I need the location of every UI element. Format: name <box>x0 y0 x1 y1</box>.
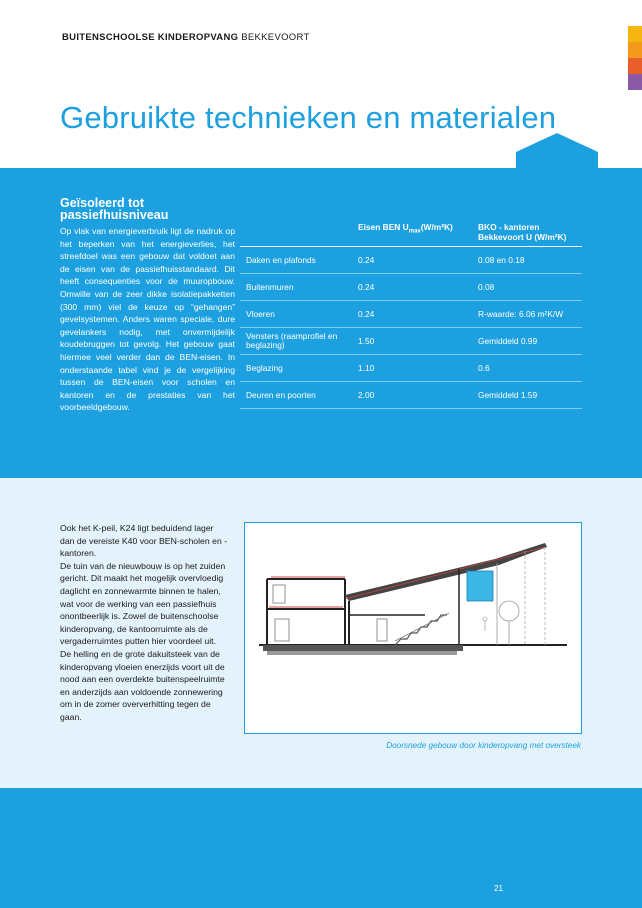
row-ben-value: 2.00 <box>352 382 472 409</box>
body-paragraph-1: Ook het K-peil, K24 ligt beduidend lager dan de vereiste K40 voor BEN-scholen en -kantoren. <box>60 523 228 559</box>
page-number: 21 <box>494 884 503 893</box>
stripe-purple <box>628 74 642 90</box>
row-bko-value: 0.08 <box>472 274 582 301</box>
table-row <box>240 328 582 355</box>
row-label: Deuren en poorten <box>240 382 352 409</box>
comparison-table <box>240 218 582 409</box>
table-row <box>240 247 582 274</box>
row-label: Buitenmuren <box>240 274 352 301</box>
stripe-yellow <box>628 26 642 42</box>
row-ben-value: 1.50 <box>352 328 472 355</box>
body-paragraph-2: De tuin van de nieuwbouw is op het zuiden gericht. Dit maakt het mogelijk overvloedig daglicht en zonnewarmte binnen te halen, wat voor de werking van een passiefhuis onontbeerlijk is. Zowel de buitenschoolse kinderopvang, de kantoorruimte als de vergaderruimtes putten hier voordeel uit. De helling en de grote dakuitsteek van de kinderopvang vloeien enerzijds voort uit de nood aan een overdekte buitenspeelruimte en anderzijds aan voldoende zonnewering om in de zomer oververhitting tegen de gaan. <box>60 560 226 722</box>
footer-background <box>0 788 642 908</box>
section-heading: Geïsoleerd tot passiefhuisniveau <box>60 196 169 222</box>
header-brand-bold: BUITENSCHOOLSE KINDEROPVANG <box>62 32 239 43</box>
intro-paragraph: Op vlak van energieverbruik ligt de nadruk op het beperken van het energieverlies, het streefdoel was een gebouw dat voldoet aan de eisen van de passiefhuisstandaard. Dit heeft consequenties voor de muuropbouw. Omwille van de zeer dikke isolatiepakketten (300 mm) viel de keuze op “gehangen” gevelsystemen. Anders waren speciale, dure gevelankers nodig, met onvermijdelijk koudebruggen tot gevolg. Het gebouw gaat hiermee veel verder dan de BEN-eisen. In onderstaande tabel vind je de vergelijking tussen de BEN-eisen voor scholen en kantoren en de prestaties van het voorbeeldgebouw. <box>60 226 235 413</box>
row-bko-value: Gemiddeld 1.59 <box>472 382 582 409</box>
stripe-orange <box>628 42 642 58</box>
row-label: Vensters (raamprofiel en beglazing) <box>240 328 352 355</box>
table-row <box>240 301 582 328</box>
stripe-red <box>628 58 642 74</box>
table-header-row <box>240 218 582 247</box>
row-label: Beglazing <box>240 355 352 382</box>
header-brand <box>62 32 310 43</box>
page-title: Gebruikte technieken en materialen <box>60 100 557 135</box>
row-bko-value: Gemiddeld 0.99 <box>472 328 582 355</box>
body-text <box>60 522 228 724</box>
table-header-empty <box>240 218 352 247</box>
header-brand-regular: BEKKEVOORT <box>241 32 310 43</box>
row-bko-value: 0.6 <box>472 355 582 382</box>
figure-caption: Doorsnede gebouw door kinderopvang met oversteek <box>386 741 581 750</box>
section-drawing-figure <box>244 522 582 734</box>
row-bko-value: 0.08 en 0.18 <box>472 247 582 274</box>
table-header-bko: BKO - kantoren Bekkevoort U (W/m²K) <box>472 218 582 247</box>
row-ben-value: 0.24 <box>352 247 472 274</box>
table-row <box>240 355 582 382</box>
table-row <box>240 382 582 409</box>
row-label: Vloeren <box>240 301 352 328</box>
row-ben-value: 0.24 <box>352 301 472 328</box>
row-ben-value: 0.24 <box>352 274 472 301</box>
building-section-drawing <box>245 523 581 733</box>
table-row <box>240 274 582 301</box>
color-stripes <box>628 26 642 90</box>
table-header-ben: Eisen BEN $U_{max}(W/m^2K)$ <box>352 218 472 247</box>
row-label: Daken en plafonds <box>240 247 352 274</box>
house-roof-icon <box>516 132 598 170</box>
row-bko-value: R-waarde: 6.06 m²K/W <box>472 301 582 328</box>
row-ben-value: 1.10 <box>352 355 472 382</box>
